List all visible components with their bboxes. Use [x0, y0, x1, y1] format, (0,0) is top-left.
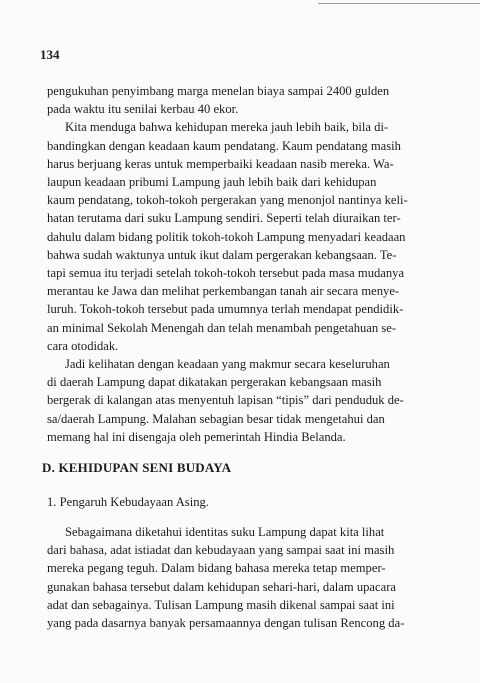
text-line: cara otodidak.: [47, 338, 119, 353]
text-line: Jadi kelihatan dengan keadaan yang makmur secara keseluruhan: [65, 357, 390, 372]
text-line: tapi semua itu terjadi setelah tokoh-tokoh tersebut pada masa mudanya: [47, 266, 405, 281]
text-line: laupun keadaan pribumi Lampung jauh lebih baik dari kehidupan: [47, 175, 377, 190]
text-line: memang hal ini disengaja oleh pemerintah Hindia Belanda.: [47, 429, 346, 444]
text-line: pada waktu itu senilai kerbau 40 ekor.: [47, 102, 239, 117]
paragraph-2: [47, 118, 436, 355]
text-line: mereka pegang teguh. Dalam bidang bahasa mereka tetap memper-: [47, 561, 386, 576]
text-line: bergerak di kalangan atas menyentuh lapisan “tipis” dari penduduk de-: [47, 393, 404, 408]
text-line: dahulu dalam bidang politik tokoh-tokoh Lampung menyadari keadaan: [47, 229, 406, 244]
text-line: merantau ke Jawa dan melihat perkembangan tanah air secara menye-: [47, 284, 400, 299]
text-block-lower: [47, 523, 436, 632]
text-line: di daerah Lampung dapat dikatakan pergerakan kebangsaan masih: [47, 375, 382, 390]
text-line: luruh. Tokoh-tokoh tersebut pada umumnya terlah mendapat pendidik-: [47, 302, 404, 317]
section-heading: D. KEHIDUPAN SENI BUDAYA: [42, 460, 232, 475]
paragraph-3: [47, 355, 436, 446]
text-line: Kita menduga bahwa kehidupan mereka jauh lebih baik, bila di-: [65, 120, 389, 135]
text-line: adat dan sebagainya. Tulisan Lampung masih dikenal sampai saat ini: [47, 597, 395, 612]
text-line: pengukuhan penyimbang marga menelan biaya sampai 2400 gulden: [47, 84, 390, 98]
text-line: gunakan bahasa tersebut dalam kehidupan sehari-hari, dalam upacara: [47, 579, 396, 594]
text-line: sa/daerah Lampung. Malahan sebagian besar tidak mengetahui dan: [47, 411, 385, 426]
text-block-upper: [47, 82, 436, 446]
text-line: bandingkan dengan keadaan kaum pendatang. Kaum pendatang masih: [47, 138, 401, 153]
paragraph-1: [47, 82, 436, 118]
text-line: hatan terutama dari suku Lampung sendiri. Seperti telah diuraikan ter-: [47, 211, 401, 226]
page-number: 134: [40, 47, 60, 62]
text-line: bahwa sudah waktunya untuk ikut dalam pergerakan kebangsaan. Te-: [47, 247, 397, 262]
text-line: an minimal Sekolah Menengah dan telah menambah pengetahuan se-: [47, 320, 397, 335]
scan-edge-line: [318, 3, 480, 4]
paragraph-4: [47, 523, 436, 632]
text-line: dari bahasa, adat istiadat dan kebudayaan yang sampai saat ini masih: [47, 543, 395, 558]
text-line: harus berjuang keras untuk memperbaiki keadaan nasib mereka. Wa-: [47, 156, 394, 171]
text-line: yang pada dasarnya banyak persamaannya dengan tulisan Rencong da-: [47, 616, 405, 631]
subsection-heading: 1. Pengaruh Kebudayaan Asing.: [47, 495, 209, 509]
text-line: Sebagaimana diketahui identitas suku Lampung dapat kita lihat: [65, 525, 385, 539]
text-line: kaum pendatang, tokoh-tokoh pergerakan yang menonjol nantinya keli-: [47, 193, 408, 208]
